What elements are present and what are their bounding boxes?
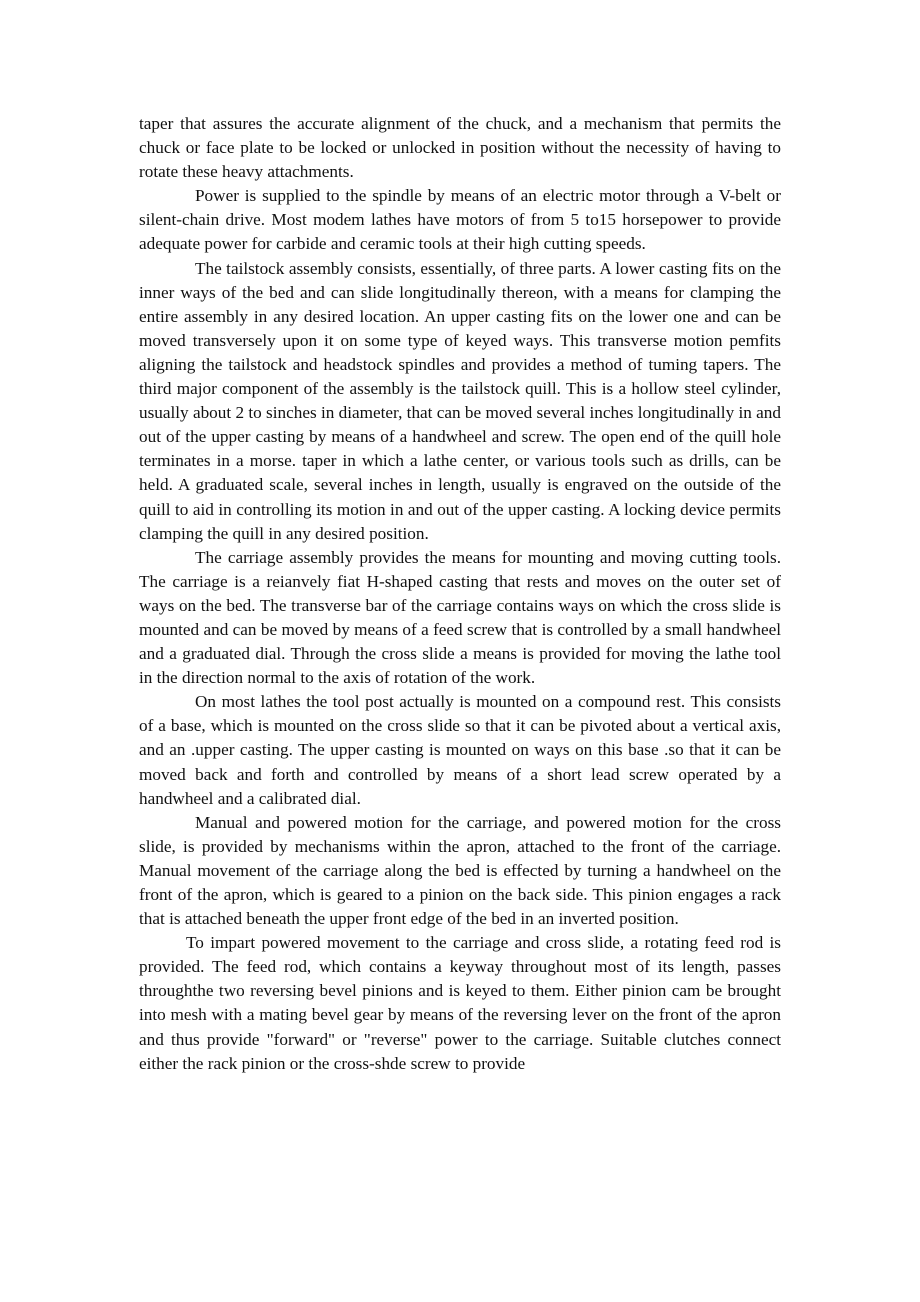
paragraph-feed-rod: To impart powered movement to the carriage and cross slide, a rotating feed rod is provided. The feed rod, which contains a keyway throughout most of its length, passes throughthe two reversing bevel pinions and is keyed to them. Either pinion cam be brought into mesh with a mating bevel gear by means of the reversing lever on the front of the apron and thus provide "forward" or "reverse" power to the carriage. Suitable clutches connect either the rack pinion or the cross-shde screw to provide xyxy=(139,933,781,1073)
paragraph-tailstock-assembly: The tailstock assembly consists, essentially, of three parts. A lower casting fits on the inner ways of the bed and can slide longitudinally thereon, with a means for clamping the entire assembly in any desired location. An upper casting fits on the lower one and can be moved transversely upon it on some type of keyed ways. This transverse motion pemfits aligning the tailstock and headstock spindles and provides a method of tuming tapers. The third major component of the assembly is the tailstock quill. This is a hollow steel cylinder, usually about 2 to sinches in diameter, that can be moved several inches longitudinally in and out of the upper casting by means of a handwheel and screw. The open end of the quill hole terminates in a morse. taper in which a lathe center, or various tools such as drills, can be held. A graduated scale, several inches in length, usually is engraved on the outside of the quill to aid in controlling its motion in and out of the upper casting. A locking device permits clamping the quill in any desired position. xyxy=(139,258,781,543)
paragraph-apron-motion: Manual and powered motion for the carriage, and powered motion for the cross slide, is provided by mechanisms within the apron, attached to the front of the carriage. Manual movement of the carriage along the bed is effected by turning a handwheel on the front of the apron, which is geared to a pinion on the back side. This pinion engages a rack that is attached beneath the upper front edge of the bed in an inverted position. xyxy=(139,812,781,929)
paragraph-carriage-assembly: The carriage assembly provides the means for mounting and moving cutting tools. The carriage is a reianvely fiat H-shaped casting that rests and moves on the outer set of ways on the bed. The transverse bar of the carriage contains ways on which the cross slide is mounted and can be moved by means of a feed screw that is controlled by a small handwheel and a graduated dial. Through the cross slide a means is provided for moving the lathe tool in the direction normal to the axis of rotation of the work. xyxy=(139,547,781,688)
paragraph-chuck-taper: taper that assures the accurate alignment of the chuck, and a mechanism that permits the chuck or face plate to be locked or unlocked in position without the necessity of having to rotate these heavy attachments. xyxy=(139,114,781,182)
paragraph-power-supply: Power is supplied to the spindle by means of an electric motor through a V-belt or silent-chain drive. Most modem lathes have motors of from 5 to15 horsepower to provide adequate power for carbide and ceramic tools at their high cutting speeds. xyxy=(139,186,781,254)
body-text xyxy=(139,112,781,1076)
paragraph-compound-rest: On most lathes the tool post actually is mounted on a compound rest. This consists of a base, which is mounted on the cross slide so that it can be pivoted about a vertical axis, and an .upper casting. The upper casting is mounted on ways on this base .so that it can be moved back and forth and controlled by means of a short lead screw operated by a handwheel and a calibrated dial. xyxy=(139,692,781,808)
